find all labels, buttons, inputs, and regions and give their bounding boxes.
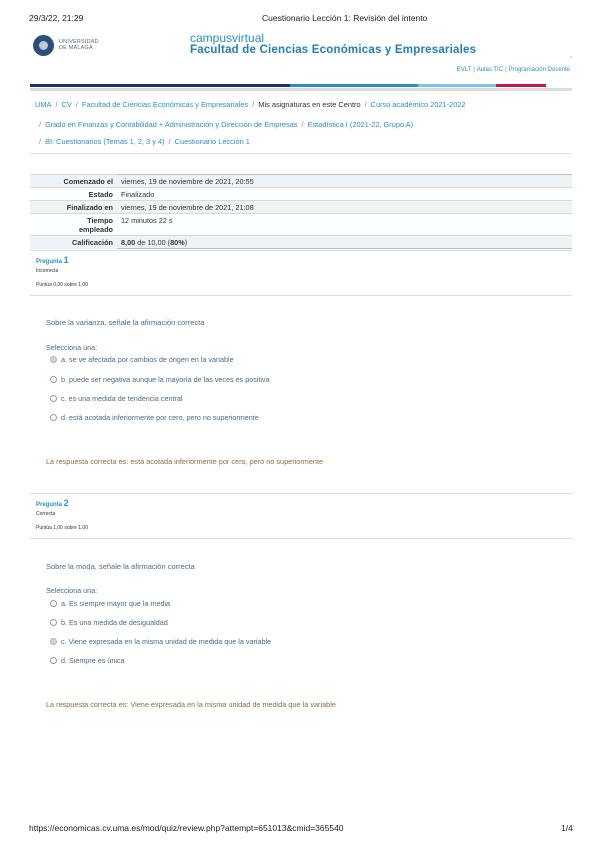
grade-value: 8,00 xyxy=(121,237,136,247)
select-label: Selecciona una: xyxy=(46,586,98,595)
radio[interactable] xyxy=(50,395,57,402)
question-text: Sobre la moda, señale la afirmación correcta xyxy=(46,562,195,571)
question-state: Correcta xyxy=(36,511,56,517)
summary-row-finished xyxy=(30,201,572,214)
radio[interactable] xyxy=(50,600,57,607)
radio[interactable] xyxy=(50,657,57,664)
summary-label: Tiempo xyxy=(87,215,113,225)
crumb-cv[interactable]: CV xyxy=(61,100,72,109)
radio[interactable] xyxy=(50,619,57,626)
question-number: Pregunta 2 xyxy=(36,498,69,508)
crumb-academic-year[interactable]: Curso académico 2021-2022 xyxy=(370,100,466,109)
q2-option-d[interactable]: d. Siempre es única xyxy=(50,656,125,665)
radio-selected[interactable] xyxy=(50,638,57,645)
correct-answer-feedback: La respuesta correcta es: está acotada inferiormente por cero, pero no superiormente xyxy=(46,457,324,466)
print-url: https://economicas.cv.uma.es/mod/quiz/review.php?attempt=651013&cmid=365540 xyxy=(29,823,344,833)
select-label: Selecciona una: xyxy=(46,343,98,352)
crumb-degree[interactable]: Grado en Finanzas y Contabilidad + Administración y Dirección de Empresas xyxy=(45,120,298,129)
correct-answer-feedback: La respuesta correcta es: Viene expresada en la misma unidad de medida que la variable xyxy=(46,700,336,709)
summary-value: viernes, 19 de noviembre de 2021, 20:55 xyxy=(117,175,572,188)
q2-option-c[interactable]: c. Viene expresada en la misma unidad de medida que la variable xyxy=(50,637,271,646)
crumb-faculty[interactable]: Facultad de Ciencias Económicas y Empresariales xyxy=(81,100,249,109)
question-grade: Puntúa 0,00 sobre 1,00 xyxy=(36,282,88,288)
university-logo[interactable] xyxy=(33,34,103,58)
breadcrumb-row1: UMA / CV / Facultad de Ciencias Económicas y Empresariales / Mis asignaturas en este Centro / Curso académico 2021-2022 xyxy=(35,100,466,109)
question-state: Incorrecta xyxy=(36,268,59,274)
summary-value: 12 minutos 22 s xyxy=(117,214,572,236)
summary-label: Calificación xyxy=(30,236,117,249)
header-dot: , xyxy=(570,50,573,59)
logo-text-line2: DE MÁLAGA xyxy=(59,45,93,51)
radio[interactable] xyxy=(50,414,57,421)
summary-value: Finalizado xyxy=(117,188,572,201)
crumb-quiz[interactable]: Cuestionario Lección 1 xyxy=(174,137,250,146)
summary-label: Estado xyxy=(30,188,117,201)
crumb-my-subjects: Mis asignaturas en este Centro xyxy=(258,100,361,109)
question-number: Pregunta 1 xyxy=(36,255,69,265)
grade-percent: 80% xyxy=(170,237,185,247)
top-link-aulas[interactable]: Aulas TIC xyxy=(476,67,504,73)
top-links: EVLT | Aulas TIC | Programación Docente xyxy=(456,67,570,73)
color-bar-navy xyxy=(30,84,190,87)
summary-row-state xyxy=(30,188,572,201)
university-seal-icon xyxy=(33,35,54,56)
radio[interactable] xyxy=(50,376,57,383)
summary-row-grade: Calificación 8,00 de 10,00 (80%) xyxy=(30,236,572,249)
summary-label: empleado xyxy=(78,224,113,234)
summary-label: Comenzado el xyxy=(30,175,117,188)
q2-option-b[interactable]: b. Es una medida de desigualdad xyxy=(50,618,168,627)
header-divider xyxy=(30,88,572,91)
print-page-number: 1/4 xyxy=(561,823,573,833)
campus-title[interactable]: campusvirtual xyxy=(190,31,265,45)
q1-option-c[interactable]: c. es una medida de tendencia central xyxy=(50,394,182,403)
print-title: Cuestionario Lección 1: Revisión del intento xyxy=(262,13,428,23)
question-text: Sobre la varianza, señale la afirmación correcta xyxy=(46,318,205,327)
crumb-uma[interactable]: UMA xyxy=(35,100,52,109)
breadcrumb-row3: / BI: Cuestionarios (Temas 1, 2, 3 y 4) / Cuestionario Lección 1 xyxy=(39,137,250,146)
breadcrumb-row2: / Grado en Finanzas y Contabilidad + Administración y Dirección de Empresas / Estadística I (2021-22, Grupo A) xyxy=(39,120,414,129)
logo-text-line1: UNIVERSIDAD xyxy=(59,39,99,45)
q1-option-d[interactable]: d. está acotada inferiormente por cero, pero no superiormente xyxy=(50,413,259,422)
radio-selected[interactable] xyxy=(50,356,57,363)
summary-label: Finalizado en xyxy=(30,201,117,214)
summary-row-time xyxy=(30,214,572,236)
color-bar-blue xyxy=(290,84,418,87)
q1-option-b[interactable]: b. puede ser negativa aunque la mayoría de las veces es positiva xyxy=(50,375,270,384)
summary-value: viernes, 19 de noviembre de 2021, 21:08 xyxy=(117,201,572,214)
breadcrumb-divider xyxy=(30,153,572,154)
question-grade: Puntúa 1,00 sobre 1,00 xyxy=(36,525,88,531)
top-link-evlt[interactable]: EVLT xyxy=(456,67,472,73)
color-bar-light-blue xyxy=(418,84,496,87)
top-link-programacion[interactable]: Programación Docente xyxy=(508,67,570,73)
faculty-title[interactable]: Facultad de Ciencias Económicas y Empresariales xyxy=(190,44,477,56)
q2-option-a[interactable]: a. Es siempre mayor que la media xyxy=(50,599,170,608)
attempt-summary-table xyxy=(30,174,572,249)
print-datetime: 29/3/22, 21:29 xyxy=(29,13,84,23)
question-1-info xyxy=(30,250,572,296)
color-bar-crimson xyxy=(496,84,546,87)
grade-of: de 10,00 ( xyxy=(135,237,171,247)
crumb-quizzes[interactable]: BI: Cuestionarios (Temas 1, 2, 3 y 4) xyxy=(45,137,165,146)
crumb-course[interactable]: Estadística I (2021-22, Grupo A) xyxy=(307,120,414,129)
q1-option-a[interactable]: a. se ve afectada por cambios de origen en la variable xyxy=(50,355,234,364)
summary-row-started xyxy=(30,175,572,188)
question-2-info xyxy=(30,493,572,539)
